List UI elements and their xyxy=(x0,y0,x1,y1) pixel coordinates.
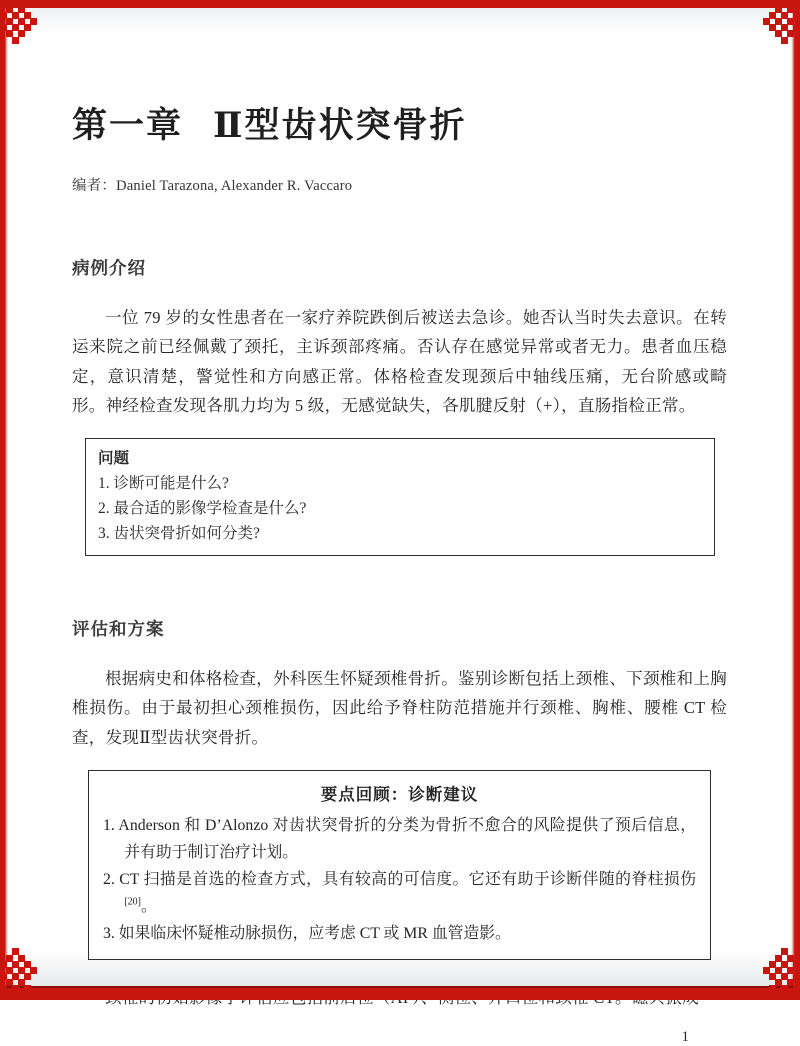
frame-bottom-border xyxy=(0,986,800,1000)
key-points-box-title: 要点回顾：诊断建议 xyxy=(320,785,479,805)
editors-label: 编者： xyxy=(72,177,117,194)
corner-knot-icon xyxy=(0,947,45,992)
question-item: 2. 最合适的影像学检查是什么? xyxy=(98,499,307,517)
corner-knot-icon xyxy=(0,0,45,45)
corner-knot-icon xyxy=(755,947,800,992)
editors-names: Daniel Tarazona, Alexander R. Vaccaro xyxy=(116,177,353,194)
key-point-text: 3. 如果临床怀疑椎动脉损伤，应考虑 CT 或 MR 血管造影。 xyxy=(103,925,511,943)
page-number: 1 xyxy=(681,1028,689,1045)
question-item: 1. 诊断可能是什么? xyxy=(98,474,229,492)
corner-knot-icon xyxy=(755,0,800,45)
key-point-text: 1. Anderson 和 D’Alonzo 对齿状突骨折的分类为骨折不愈合的风险提供了预后信息，并有助于制订治疗计划。 xyxy=(103,817,696,862)
key-point-item xyxy=(103,812,696,866)
key-point-item xyxy=(103,920,696,947)
editors-line xyxy=(72,174,727,195)
section-heading-evaluation: 评估和方案 xyxy=(72,618,165,639)
document-page xyxy=(8,8,791,1045)
case-intro-paragraph: 一位 79 岁的女性患者在一家疗养院跌倒后被送去急诊。她否认当时失去意识。在转运来院之前已经佩戴了颈托，主诉颈部疼痛。否认存在感觉异常或者无力。患者血压稳定，意识清楚，警觉性和方向感正常。体格检查发现颈后中轴线压痛，无台阶感或畸形。神经检查发现各肌力均为 5 级，无感觉缺失，各肌腱反射（+），直肠指检正常。 xyxy=(72,307,727,416)
chapter-name: Ⅱ型齿状突骨折 xyxy=(213,106,467,145)
citation-superscript: [20] xyxy=(124,896,141,908)
key-point-suffix: 。 xyxy=(141,898,157,916)
frame-top-border xyxy=(0,0,800,8)
chapter-number: 第一章 xyxy=(72,106,184,145)
frame-right-border xyxy=(791,0,800,988)
questions-box xyxy=(85,438,715,556)
key-points-box xyxy=(88,770,711,960)
question-item: 3. 齿状突骨折如何分类? xyxy=(98,524,260,542)
chapter-title xyxy=(72,104,727,148)
key-point-text: 2. CT 扫描是首选的检查方式，具有较高的可信度。它还有助于诊断伴随的脊柱损伤 xyxy=(103,871,696,889)
questions-box-title: 问题 xyxy=(98,449,130,467)
key-point-item xyxy=(103,866,696,920)
section-heading-case-intro: 病例介绍 xyxy=(72,257,146,278)
frame-left-border xyxy=(0,0,8,988)
evaluation-paragraph: 根据病史和体格检查，外科医生怀疑颈椎骨折。鉴别诊断包括上颈椎、下颈椎和上胸椎损伤。由于最初担心颈椎损伤，因此给予脊柱防范措施并行颈椎、胸椎、腰椎 CT 检查，发现Ⅱ型齿状突骨折。 xyxy=(72,668,727,747)
